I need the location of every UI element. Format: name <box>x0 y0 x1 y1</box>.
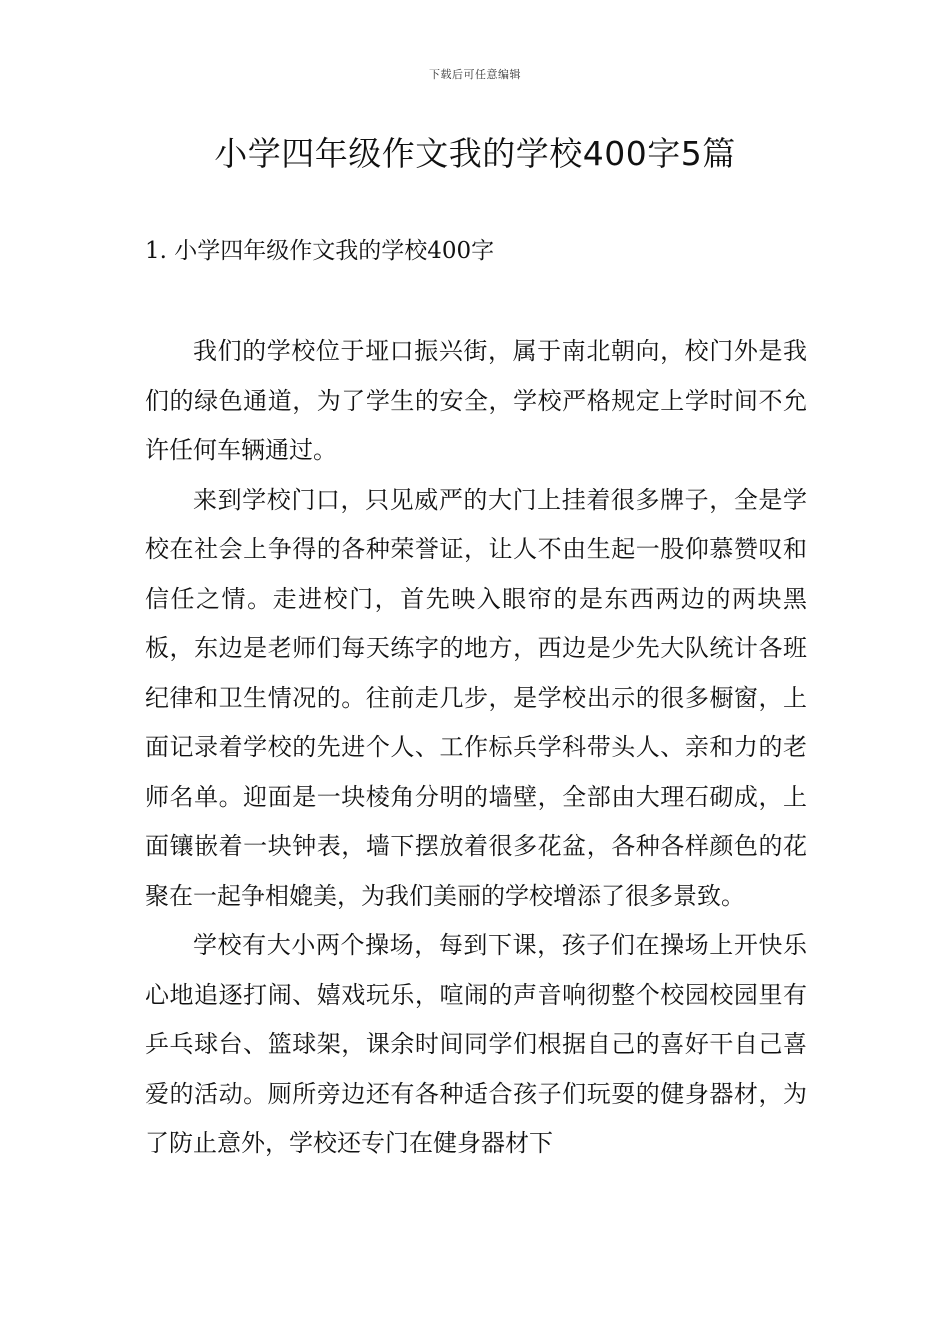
section-heading: 1. 小学四年级作文我的学校400字 <box>145 238 495 264</box>
essay-body <box>145 327 807 1169</box>
document-title: 小学四年级作文我的学校400字5篇 <box>214 134 736 173</box>
paragraph: 来到学校门口，只见威严的大门上挂着很多牌子，全是学校在社会上争得的各种荣誉证，让人不由生起一股仰慕赞叹和信任之情。走进校门，首先映入眼帘的是东西两边的两块黑板，东边是老师们每天练字的地方，西边是少先大队统计各班纪律和卫生情况的。往前走几步，是学校出示的很多橱窗，上面记录着学校的先进个人、工作标兵学科带头人、亲和力的老师名单。迎面是一块棱角分明的墙壁，全部由大理石砌成，上面镶嵌着一块钟表，墙下摆放着很多花盆，各种各样颜色的花聚在一起争相媲美，为我们美丽的学校增添了很多景致。 <box>145 485 807 910</box>
paragraph: 我们的学校位于垭口振兴街，属于南北朝向，校门外是我们的绿色通道，为了学生的安全，学校严格规定上学时间不允许任何车辆通过。 <box>145 337 807 464</box>
header-note: 下载后可任意编辑 <box>429 68 521 81</box>
paragraph: 学校有大小两个操场，每到下课，孩子们在操场上开快乐心地追逐打闹、嬉戏玩乐，喧闹的声音响彻整个校园校园里有乒乓球台、篮球架，课余时间同学们根据自己的喜好干自己喜爱的活动。厕所旁边还有各种适合孩子们玩耍的健身器材，为了防止意外，学校还专门在健身器材下 <box>145 931 807 1157</box>
